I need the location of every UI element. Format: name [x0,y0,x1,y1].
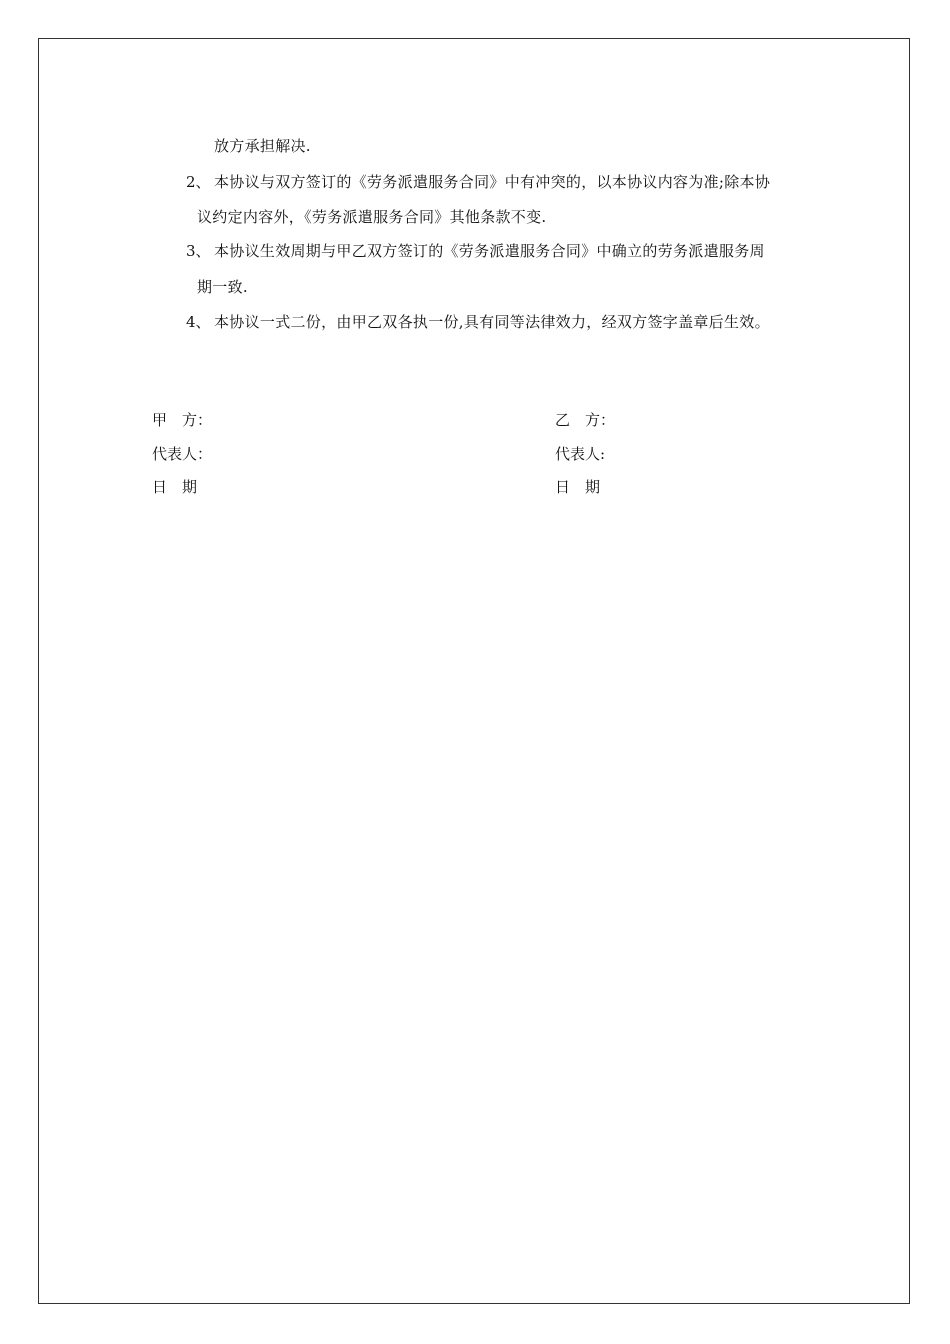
clause-1-continuation: 放方承担解决. [214,137,311,155]
clause-2-line-1: 本协议与双方签订的《劳务派遣服务合同》中有冲突的，以本协议内容为准;除本协 [214,173,771,191]
party-b-representative-label: 代表人: [555,445,606,463]
clause-3-line-2: 期一致. [197,278,248,296]
page-frame [38,38,910,1304]
party-a-representative-label: 代表人： [152,445,213,463]
party-a-label: 甲 方： [152,411,213,429]
party-a-date-label: 日 期 [152,478,198,496]
clause-2-number: 2、 [186,173,211,191]
clause-3-number: 3、 [186,242,211,260]
clause-2-line-2: 议约定内容外，《劳务派遣服务合同》其他条款不变. [197,208,547,226]
clause-4-number: 4、 [186,313,211,331]
clause-4-line-1: 本协议一式二份，由甲乙双各执一份,具有同等法律效力，经双方签字盖章后生效。 [214,313,770,331]
clause-3-line-1: 本协议生效周期与甲乙双方签订的《劳务派遣服务合同》中确立的劳务派遣服务周 [214,242,765,260]
party-b-label: 乙 方： [555,411,616,429]
party-b-date-label: 日 期 [555,478,601,496]
